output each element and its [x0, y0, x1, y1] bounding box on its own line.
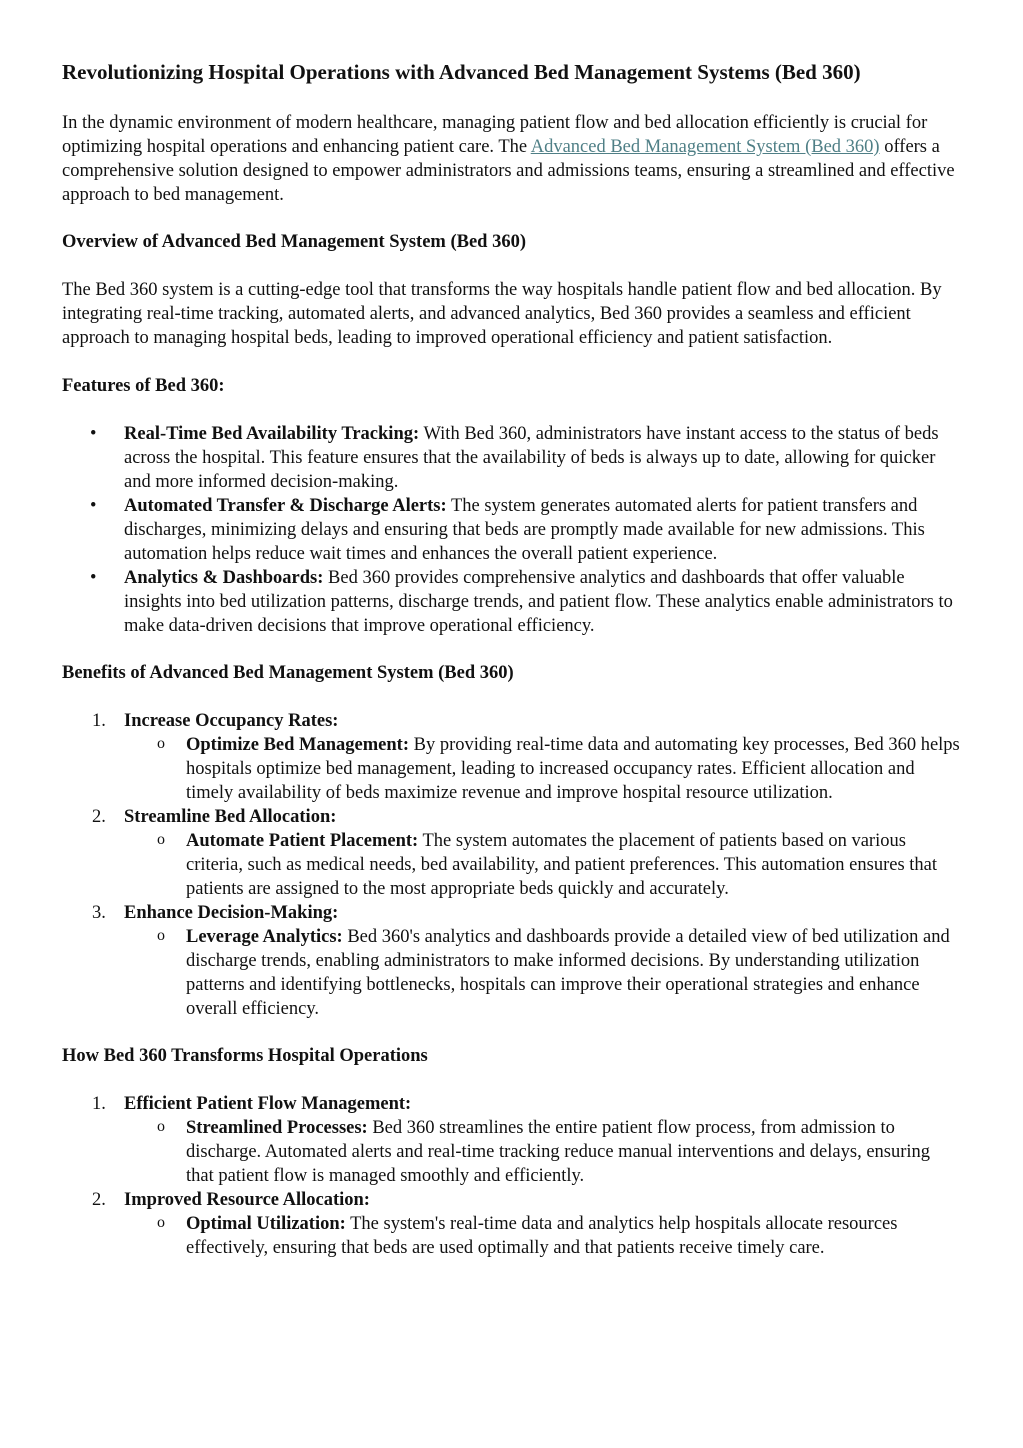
benefit-item [62, 901, 962, 1021]
bed-360-link[interactable]: Advanced Bed Management System (Bed 360) [530, 137, 880, 157]
benefits-heading: Benefits of Advanced Bed Management System (Bed 360) [62, 663, 514, 683]
sub-bullet-marker: o [157, 1118, 165, 1135]
feature-item [62, 422, 962, 494]
sub-bullet-marker: o [157, 1214, 165, 1231]
benefit-subitem [124, 829, 962, 901]
list-number: 2. [92, 1190, 106, 1210]
transforms-heading: How Bed 360 Transforms Hospital Operations [62, 1046, 428, 1066]
transform-sublist [124, 1116, 962, 1188]
benefit-item [62, 805, 962, 901]
intro-text-after: offers a comprehensive solution designed to empower administrators and admissions teams, ensuring a streamlined and effective approach to bed management. [62, 137, 955, 205]
overview-paragraph: The Bed 360 system is a cutting-edge tool that transforms the way hospitals handle patient flow and bed allocation. By integrating real-time tracking, automated alerts, and advanced analytics, Bed 360 provides a seamless and efficient approach to managing hospital beds, leading to improved operational efficiency and patient satisfaction. [62, 280, 942, 348]
list-number: 3. [92, 903, 106, 923]
feature-label: Analytics & Dashboards: [124, 568, 324, 588]
sub-bullet-marker: o [157, 831, 165, 848]
list-number: 1. [92, 1094, 106, 1114]
intro-text-before: In the dynamic environment of modern healthcare, managing patient flow and bed allocation efficiently is crucial for optimizing hospital operations and enhancing patient care. The [62, 113, 928, 157]
benefit-subtext: The system automates the placement of patients based on various criteria, such as medical needs, bed availability, and patient preferences. This automation ensures that patients are assigned to the most appropriate beds quickly and accurately. [186, 831, 938, 899]
bullet-marker: • [90, 496, 97, 516]
features-heading: Features of Bed 360: [62, 376, 225, 396]
intro-paragraph [62, 111, 962, 207]
transform-sublabel: Streamlined Processes: [186, 1118, 368, 1138]
sub-bullet-marker: o [157, 735, 165, 752]
feature-item [62, 566, 962, 638]
feature-label: Automated Transfer & Discharge Alerts: [124, 496, 447, 516]
benefit-subtext: By providing real-time data and automating key processes, Bed 360 helps hospitals optimize bed management, leading to increased occupancy rates. Efficient allocation and timely availability of beds maximize revenue and improve hospital resource utilization. [186, 735, 960, 803]
benefit-sublist [124, 733, 962, 805]
benefit-subitem [124, 733, 962, 805]
overview-heading: Overview of Advanced Bed Management System (Bed 360) [62, 232, 526, 252]
benefit-sublabel: Leverage Analytics: [186, 927, 343, 947]
benefit-sublabel: Optimize Bed Management: [186, 735, 409, 755]
benefit-item [62, 709, 962, 805]
benefit-title: Streamline Bed Allocation: [124, 807, 337, 827]
document-body [62, 58, 962, 1260]
transform-title: Efficient Patient Flow Management: [124, 1094, 412, 1114]
benefit-sublabel: Automate Patient Placement: [186, 831, 419, 851]
bullet-marker: • [90, 424, 97, 444]
list-number: 1. [92, 711, 106, 731]
transform-item [62, 1092, 962, 1188]
transform-sublabel: Optimal Utilization: [186, 1214, 346, 1234]
bullet-marker: • [90, 568, 97, 588]
benefit-sublist [124, 829, 962, 901]
transform-item [62, 1188, 962, 1260]
benefit-subitem [124, 925, 962, 1021]
benefits-list [62, 709, 962, 1021]
transform-subitem [124, 1212, 962, 1260]
transform-subtext: The system's real-time data and analytics help hospitals allocate resources effectively, ensuring that beds are used optimally and that patients receive timely care. [186, 1214, 898, 1258]
list-number: 2. [92, 807, 106, 827]
transform-sublist [124, 1212, 962, 1260]
transform-subitem [124, 1116, 962, 1188]
feature-text: Bed 360 provides comprehensive analytics and dashboards that offer valuable insights into bed utilization patterns, discharge trends, and patient flow. These analytics enable administrators to make data-driven decisions that improve operational efficiency. [124, 568, 953, 636]
benefit-title: Increase Occupancy Rates: [124, 711, 339, 731]
transform-subtext: Bed 360 streamlines the entire patient flow process, from admission to discharge. Automated alerts and real-time tracking reduce manual interventions and delays, ensuring that patient flow is managed smoothly and efficiently. [186, 1118, 931, 1186]
feature-text: The system generates automated alerts for patient transfers and discharges, minimizing delays and ensuring that beds are promptly made available for new admissions. This automation helps reduce wait times and enhances the overall patient experience. [124, 496, 925, 564]
features-list [62, 422, 962, 638]
benefit-subtext: Bed 360's analytics and dashboards provide a detailed view of bed utilization and discharge trends, enabling administrators to make informed decisions. By understanding utilization patterns and identifying bottlenecks, hospitals can improve their operational strategies and enhance overall efficiency. [186, 927, 950, 1019]
feature-text: With Bed 360, administrators have instant access to the status of beds across the hospital. This feature ensures that the availability of beds is always up to date, allowing for quicker and more informed decision-making. [124, 424, 939, 492]
transform-title: Improved Resource Allocation: [124, 1190, 370, 1210]
benefit-sublist [124, 925, 962, 1021]
benefit-title: Enhance Decision-Making: [124, 903, 339, 923]
sub-bullet-marker: o [157, 927, 165, 944]
feature-label: Real-Time Bed Availability Tracking: [124, 424, 420, 444]
page-title: Revolutionizing Hospital Operations with Advanced Bed Management Systems (Bed 360) [62, 60, 861, 84]
transforms-list [62, 1092, 962, 1260]
feature-item [62, 494, 962, 566]
